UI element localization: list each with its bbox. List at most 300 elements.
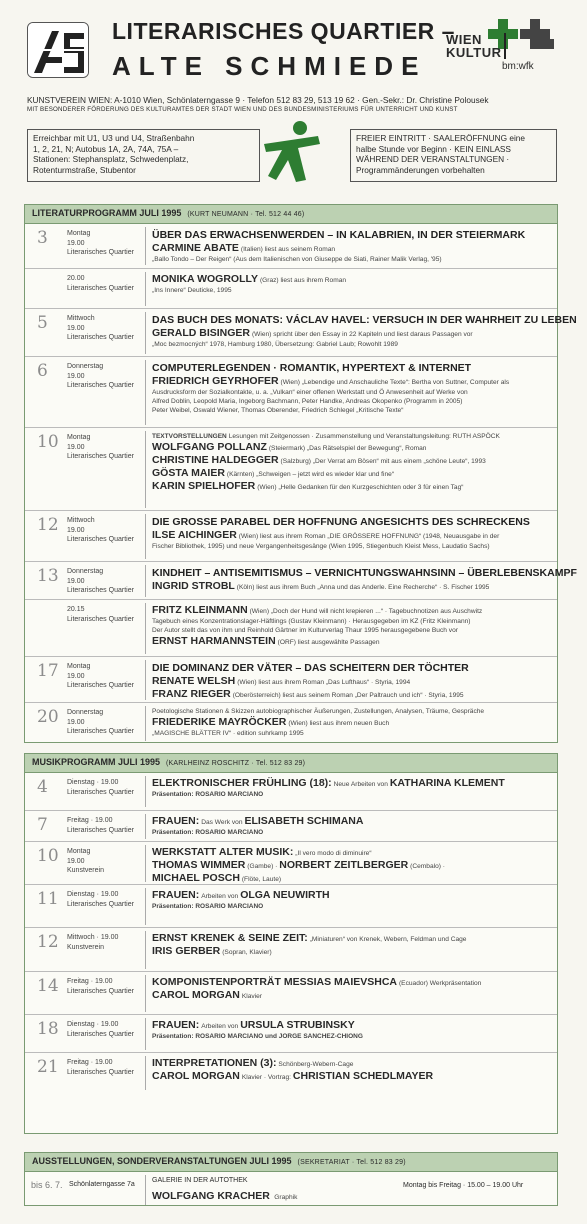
event-content (152, 815, 552, 837)
event-title: DIE DOMINANZ DER VÄTER – DAS SCHEITERN DER TÖCHTER (152, 662, 469, 674)
person-note: (Ecuador) Werkpräsentation (398, 980, 482, 987)
person-note: „Il vero modo di diminuire“ (295, 850, 372, 857)
event-time-place (67, 816, 153, 835)
transit-line: Rotenturmstraße, Stubentor (33, 164, 136, 175)
divider (145, 1056, 146, 1090)
section-title: LITERATURPROGRAMM JULI 1995 (32, 208, 182, 218)
transit-box (27, 129, 260, 182)
person-name: MONIKA WOGROLLY (152, 273, 258, 285)
event-content (152, 432, 552, 493)
person-name: IRIS GERBER (152, 945, 221, 957)
person-note: (Wien) spricht über den Essay in 22 Kapiteln und liest daraus Passagen vor (251, 331, 473, 338)
person-name: KOMPONISTENPORTRÄT MESSIAS MAIEVSHCA (152, 976, 398, 988)
sponsor-bm: bm:wfk (502, 61, 534, 72)
person-note: Schönberg-Webern-Cage (278, 1061, 354, 1068)
transit-line: Stationen: Stephansplatz, Schwedenplatz, (33, 154, 189, 164)
event-row (25, 884, 557, 927)
person-note: Klavier · Vortrag: (241, 1074, 291, 1081)
person-name: GERALD BISINGER (152, 327, 251, 339)
event-label: Präsentation: ROSARIO MARCIANO (152, 829, 264, 836)
event-time-line: Mittwoch (67, 315, 95, 322)
person-name: CARMINE ABATE (152, 242, 239, 254)
event-content (152, 361, 552, 415)
event-time-place (67, 933, 153, 952)
divider (145, 603, 146, 654)
event-line (152, 889, 552, 902)
person-name: ELISABETH SCHIMANA (244, 815, 364, 827)
person-name: KARIN SPIELHOFER (152, 480, 256, 492)
event-line (152, 846, 552, 859)
event-label: Präsentation: ROSARIO MARCIANO (152, 903, 264, 910)
event-detail: Alfred Doblin, Leopold Maria, Ingeborg Bachmann, Peter Handke, Andreas Okopenko (Programm in 2005) (152, 398, 463, 405)
event-row (25, 841, 557, 884)
event-time-line: 20.15 (67, 606, 85, 613)
event-time-line: Literarisches Quartier (67, 728, 134, 735)
event-title: KINDHEIT – ANTISEMITISMUS – VERNICHTUNGSWAHNSINN – ÜBERLEBENSKAMPF (152, 567, 577, 579)
event-time-place (67, 362, 153, 391)
event-detail: Ausdrucksform der Sozialkontakte, u. a. „Vulkan“ einer offenen Werkstatt und Ö Anwesenheit auf Werke von (152, 389, 468, 396)
sponsor-kultur: KULTUR (446, 45, 502, 60)
event-line (152, 406, 552, 415)
person-note: (Gambe) · (247, 863, 278, 870)
person-name: INTERPRETATIONEN (3): (152, 1057, 277, 1069)
divider (145, 1175, 146, 1205)
event-time-place (67, 516, 153, 545)
entry-info-box (350, 129, 557, 182)
event-time-line: Literarisches Quartier (67, 587, 134, 594)
person-name: FRAUEN: (152, 889, 200, 901)
event-line (152, 1032, 552, 1041)
event-line (152, 617, 552, 626)
event-time-line: Donnerstag (67, 709, 104, 716)
literatur-section (24, 204, 577, 743)
event-line (152, 976, 552, 989)
person-note: (ORF) liest ausgewählte Passagen (277, 639, 380, 646)
event-row (25, 224, 557, 268)
event-day-number: 10 (37, 846, 59, 866)
event-row (25, 356, 557, 427)
person-name: CHRISTINE HALDEGGER (152, 454, 279, 466)
event-time-line: Montag (67, 230, 91, 237)
event-time-line: Donnerstag (67, 568, 104, 575)
event-line (152, 273, 552, 286)
person-note: (Wien) „Doch der Hund will nicht krepieren ...“ · Tagebuchnotizen aus Auschwitz (249, 608, 483, 615)
person-name: FRITZ KLEINMANN (152, 604, 248, 616)
event-time-line: Dienstag · 19.00 (67, 779, 119, 786)
event-row (25, 1014, 557, 1052)
divider (145, 814, 146, 839)
person-note: (Köln) liest aus ihrem Buch „Anna und das Anderle. Eine Recherche“ · S. Fischer 1995 (236, 584, 490, 591)
event-time-line: Mittwoch (67, 517, 95, 524)
event-time-line: Literarisches Quartier (67, 682, 134, 689)
artist-name: WOLFGANG KRACHER (152, 1190, 270, 1202)
event-row (25, 561, 577, 599)
event-line (152, 467, 552, 480)
event-day-number: 10 (37, 432, 59, 452)
event-day-number: 17 (37, 661, 59, 681)
wien-kultur-logo (440, 19, 564, 81)
event-time-line: Mittwoch · 19.00 (67, 934, 119, 941)
event-line (152, 688, 552, 701)
person-name: FRAUEN: (152, 815, 200, 827)
event-time-line: Montag (67, 434, 91, 441)
event-line (152, 604, 552, 617)
person-name: OLGA NEUWIRTH (240, 889, 330, 901)
section-title: AUSSTELLUNGEN, SONDERVERANSTALTUNGEN JULI 1995 (32, 1156, 292, 1166)
person-name: NORBERT ZEITLBERGER (279, 859, 409, 871)
event-line (152, 388, 552, 397)
event-time-place (67, 778, 153, 797)
person-note: (Wien) „Lebendige und Anschauliche Texte“: Bertha von Suttner, Computer als (280, 379, 510, 386)
event-row (25, 773, 557, 810)
event-time-line: 19.00 (67, 324, 85, 332)
person-name: WOLFGANG POLLANZ (152, 441, 267, 453)
event-time-place (67, 1058, 153, 1077)
section-contact: (KARLHEINZ ROSCHITZ · Tel. 512 83 29) (166, 760, 306, 767)
section-heading (25, 754, 557, 773)
person-name: ERNST HARMANNSTEIN (152, 635, 276, 647)
person-name: ERNST KRENEK & SEINE ZEIT: (152, 932, 308, 944)
divider (145, 706, 146, 741)
event-date: bis 6. 7. (31, 1180, 63, 1190)
event-title: ÜBER DAS ERWACHSENWERDEN – IN KALABRIEN, IN DER STEIERMARK (152, 229, 526, 241)
event-time-place (67, 567, 153, 596)
event-detail: Der Autor stellt das von ihm und Reinhold Gärtner im Kulturverlag Thaur 1995 herausgegebene Buch vor (152, 627, 458, 634)
event-time-line: Freitag · 19.00 (67, 817, 113, 824)
event-line (152, 815, 552, 828)
person-note: (Wien) „Helle Gedanken für den Kurzgeschichten oder 3 für einen Tag“ (257, 484, 464, 491)
event-line (152, 255, 552, 264)
event-time-line: 19.00 (67, 526, 85, 534)
event-content (152, 313, 577, 349)
event-content (152, 846, 552, 885)
event-time-line: Literarisches Quartier (67, 1030, 134, 1038)
person-name: THOMAS WIMMER (152, 859, 246, 871)
event-time-line: Literarisches Quartier (67, 382, 134, 389)
person-note: (Oberösterreich) liest aus seinem Roman „Der Paltrauch und ich“ · Styria, 1995 (232, 692, 464, 699)
event-time-line: Literarisches Quartier (67, 615, 134, 623)
event-title: COMPUTERLEGENDEN · ROMANTIK, HYPERTEXT & INTERNET (152, 362, 472, 374)
event-time-line: Literarisches Quartier (67, 1068, 134, 1076)
divider (145, 888, 146, 925)
event-time-place (67, 433, 153, 462)
event-label: TEXTVORSTELLUNGEN (152, 433, 227, 440)
event-detail: „Ins Innere“ Deuticke, 1995 (152, 287, 232, 294)
entry-line: WÄHREND DER VERANSTALTUNGEN · (356, 154, 510, 164)
ausstellungen-section (24, 1152, 558, 1206)
person-note: (Wien) liest aus ihrem Roman „DIE GRÖSSERE HOFFNUNG“ (1948, Neuausgabe in der (238, 533, 500, 540)
event-line (152, 729, 552, 738)
event-line (152, 441, 552, 454)
event-time-line: 19.00 (67, 577, 85, 585)
event-line (152, 529, 552, 542)
event-time-line: Literarisches Quartier (67, 334, 134, 341)
event-line (152, 340, 552, 349)
funding-line: MIT BESONDERER FÖRDERUNG DES KULTURAMTES DER STADT WIEN UND DES BUNDESMINISTERIUMS FÜR UNTERRICHT UND KUNST (27, 106, 458, 113)
event-time-place (67, 890, 153, 909)
event-label: Präsentation: ROSARIO MARCIANO (152, 791, 264, 798)
event-time-line: 19.00 (67, 718, 85, 726)
event-time-place (67, 847, 153, 876)
event-place: Schönlaterngasse 7a (69, 1181, 135, 1188)
person-name: ELEKTRONISCHER FRÜHLING (18): (152, 777, 332, 789)
event-line (152, 542, 552, 551)
musik-section (24, 753, 558, 1134)
person-note: (Italien) liest aus seinem Roman (240, 246, 336, 253)
runner-figure-icon (256, 118, 328, 190)
person-name: FRANZ RIEGER (152, 688, 231, 700)
event-row (25, 927, 557, 971)
event-line (152, 454, 552, 467)
event-line (152, 580, 552, 593)
event-time-line: Kunstverein (67, 867, 104, 874)
event-time-place (67, 229, 153, 258)
person-note: (Graz) liest aus ihrem Roman (259, 277, 347, 284)
event-content (152, 1019, 552, 1041)
event-detail: Fischer Bibliothek, 1995) und neue Vergangenheitsgesänge (Wien 1995, Stiegenbuch Kleist Mess, Laudatio Sachs) (152, 543, 490, 550)
divider (145, 312, 146, 354)
artist-kind: Graphik (274, 1194, 298, 1201)
event-line (152, 932, 552, 945)
event-line (152, 790, 552, 799)
event-time-line: Dienstag · 19.00 (67, 891, 119, 898)
event-time-line: Kunstverein (67, 943, 104, 951)
event-time-place (67, 708, 153, 737)
event-detail: „Moc bezmocných“ 1978, Hamburg 1980, Übersetzung: Gabriel Laub; Rowohlt 1989 (152, 341, 398, 348)
divider (145, 565, 146, 597)
event-time-line: Montag (67, 663, 91, 670)
event-day-number: 5 (37, 313, 48, 333)
event-row (25, 656, 557, 702)
person-name: INGRID STROBL (152, 580, 235, 592)
event-line (152, 635, 552, 648)
event-time-line: 19.00 (67, 239, 85, 247)
divider (145, 776, 146, 807)
event-content (152, 273, 552, 295)
event-line (152, 626, 552, 635)
event-line (152, 675, 552, 688)
person-name: KATHARINA KLEMENT (389, 777, 505, 789)
person-name: CAROL MORGAN (152, 1070, 240, 1082)
event-line (152, 1057, 552, 1070)
event-detail: Peter Weibel, Oswald Wiener, Thomas Oberender, Friedrich Schlegel „Kritische Texte“ (152, 407, 404, 414)
person-name: FRIEDRICH GEYRHOFER (152, 375, 279, 387)
event-day-number: 18 (37, 1019, 59, 1039)
event-day-number: 12 (37, 515, 59, 535)
event-line (152, 859, 552, 872)
event-content (152, 661, 552, 701)
event-row (25, 510, 557, 561)
event-detail: „Ballo Tondo – Der Reigen“ (Aus dem Italienischen von Giuseppe de Siati, Rainer Malik Verlag, '95) (152, 256, 442, 263)
event-row (25, 268, 557, 308)
person-name: FRAUEN: (152, 1019, 200, 1031)
event-line (152, 777, 552, 790)
event-row (25, 599, 557, 656)
person-note: (Steiermark) „Das Rätselspiel der Bewegung“, Roman (268, 445, 427, 452)
person-note: (Sopran, Klavier) (222, 949, 272, 956)
title-line-1: LITERARISCHES QUARTIER – (112, 18, 455, 44)
event-line (152, 397, 552, 406)
person-note: (Cembalo) · (410, 863, 445, 870)
event-time-line: 20.00 (67, 275, 85, 282)
event-day-number: 21 (37, 1057, 59, 1077)
person-note: Klavier (241, 993, 262, 1000)
section-contact: (KURT NEUMANN · Tel. 512 44 46) (187, 211, 305, 218)
event-content (152, 566, 577, 593)
event-line (152, 716, 552, 729)
entry-line: Programmänderungen vorbehalten (356, 164, 485, 175)
event-content (152, 604, 552, 648)
event-content (152, 777, 552, 799)
sponsor-wien: WIEN (446, 32, 482, 47)
divider (145, 1018, 146, 1050)
person-note: Arbeiten von (201, 893, 239, 900)
event-row (25, 702, 557, 743)
event-time-line: Literarisches Quartier (67, 987, 134, 995)
divider (145, 660, 146, 700)
person-name: GÖSTA MAIER (152, 467, 225, 479)
event-title: DIE GROSSE PARABEL DER HOFFNUNG ANGESICHTS DES SCHRECKENS (152, 516, 530, 528)
event-time-line: Literarisches Quartier (67, 453, 134, 460)
event-detail: Lesungen mit Zeitgenossen · Zusammenstellung und Veranstaltungsleitung: RUTH ASPÖCK (228, 433, 500, 440)
event-content (152, 889, 552, 911)
event-time-line: Donnerstag (67, 363, 104, 370)
event-line (152, 707, 552, 716)
event-content (152, 976, 552, 1002)
event-line (152, 902, 552, 911)
person-name: CAROL MORGAN (152, 989, 240, 1001)
event-time-line: Literarisches Quartier (67, 249, 134, 256)
event-day-number: 12 (37, 932, 59, 952)
transit-line: Erreichbar mit U1, U3 und U4, Straßenbahn (33, 133, 195, 143)
divider (145, 975, 146, 1012)
event-row (25, 427, 557, 510)
section-title: MUSIKPROGRAMM JULI 1995 (32, 757, 161, 767)
person-note: (Wien) liest aus ihrem Roman „Das Lufthaus“ · Styria, 1994 (237, 679, 411, 686)
event-time-place (67, 274, 153, 293)
event-line (152, 327, 552, 340)
event-line (152, 989, 552, 1002)
person-note: (Flöte, Laute) (241, 876, 282, 883)
person-name: ILSE AICHINGER (152, 529, 237, 541)
event-day-number: 6 (37, 361, 48, 381)
person-note: (Salzburg) „Der Verrat am Bösen“ mit aus einem „schöne Leute“, 1993 (280, 458, 486, 465)
person-name: WERKSTATT ALTER MUSIK: (152, 846, 294, 858)
event-time-line: 19.00 (67, 857, 85, 865)
event-time-line: 19.00 (67, 372, 85, 380)
event-day-number: 4 (37, 777, 48, 797)
event-content (152, 707, 552, 738)
event-title: DAS BUCH DES MONATS: VÁCLAV HAVEL: VERSUCH IN DER WAHRHEIT ZU LEBEN (152, 314, 577, 326)
event-time-line: Dienstag · 19.00 (67, 1021, 119, 1028)
address-line: KUNSTVEREIN WIEN: A-1010 Wien, Schönlaterngasse 9 · Telefon 512 83 29, 513 19 62 · Gen.-Sekr.: Dr. Christine Polousek (27, 95, 489, 105)
event-time-line: Montag (67, 848, 91, 855)
event-day-number: 11 (37, 889, 59, 909)
gallery-label: GALERIE IN DER AUTOTHEK (152, 1177, 248, 1184)
event-line (152, 286, 552, 295)
person-name: FRIEDERIKE MAYRÖCKER (152, 716, 287, 728)
divider (145, 845, 146, 882)
event-line (152, 1019, 552, 1032)
event-row (25, 971, 557, 1014)
as-logo-icon (28, 23, 89, 78)
person-note: (Kärnten) „Schweigen – jetzt wird es wieder klar und fine“ (226, 471, 394, 478)
event-content (152, 228, 552, 264)
divider (145, 272, 146, 306)
person-name: RENATE WELSH (152, 675, 236, 687)
title-line-2: ALTE SCHMIEDE (112, 51, 427, 81)
event-line (152, 432, 552, 441)
event-row (25, 308, 577, 356)
person-note: „Miniaturen“ von Krenek, Webern, Feldman und Cage (309, 936, 467, 943)
event-line (152, 480, 552, 493)
event-content (152, 932, 552, 958)
event-line (152, 1070, 552, 1083)
opening-hours: Montag bis Freitag · 15.00 – 19.00 Uhr (403, 1182, 524, 1189)
event-day-number: 3 (37, 228, 48, 248)
person-name: URSULA STRUBINSKY (240, 1019, 355, 1031)
event-time-line: Literarisches Quartier (67, 284, 134, 292)
event-day-number: 20 (37, 707, 59, 727)
divider (145, 227, 146, 265)
event-row (25, 1052, 557, 1092)
event-content (152, 515, 552, 551)
event-day-number: 7 (37, 815, 48, 835)
divider (145, 931, 146, 969)
entry-line: FREIER EINTRITT · SAALERÖFFNUNG eine (356, 133, 526, 143)
entry-line: halbe Stunde vor Beginn · KEIN EINLASS (356, 143, 511, 154)
event-time-line: Freitag · 19.00 (67, 1059, 113, 1066)
event-time-line: 19.00 (67, 672, 85, 680)
event-time-line: Literarisches Quartier (67, 788, 134, 796)
event-day-number: 14 (37, 976, 59, 996)
section-contact: (SEKRETARIAT · Tel. 512 83 29) (297, 1159, 406, 1166)
event-time-place (67, 977, 153, 996)
person-note: Das Werk von (201, 819, 243, 826)
event-time-line: 19.00 (67, 443, 85, 451)
event-line (152, 828, 552, 837)
event-detail: Poetologische Stationen & Skizzen autobiographischer Äußerungen, Zustellungen, Analysen, Träume, Gespräche (152, 708, 485, 715)
event-time-place (67, 662, 153, 691)
event-line (152, 945, 552, 958)
event-detail: Tagebuch eines Konzentrationslager-Häftlings (Gustav Kleinmann) · Herausgegeben im KZ (Fritz Kleinmann) (152, 618, 471, 625)
event-time-place (67, 1020, 153, 1039)
section-heading (25, 205, 557, 224)
event-time-place (67, 605, 153, 624)
divider (145, 514, 146, 559)
person-name: MICHAEL POSCH (152, 872, 240, 884)
event-line (152, 375, 552, 388)
event-detail: „MAGISCHE BLÄTTER IV“ · edition suhrkamp 1995 (152, 730, 304, 737)
alte-schmiede-logo (27, 22, 89, 78)
transit-line: 1, 2, 21, N; Autobus 1A, 2A, 74A, 75A – (33, 143, 179, 154)
person-note: Neue Arbeiten von (333, 781, 388, 788)
section-heading (25, 1153, 557, 1172)
event-line (152, 242, 552, 255)
person-note: Arbeiten von (201, 1023, 239, 1030)
divider (145, 360, 146, 425)
event-row (25, 810, 557, 841)
event-time-line: Literarisches Quartier (67, 900, 134, 908)
event-day-number: 13 (37, 566, 59, 586)
person-name: CHRISTIAN SCHEDLMAYER (292, 1070, 434, 1082)
header (0, 0, 587, 200)
divider (145, 431, 146, 508)
event-content (152, 1057, 552, 1083)
person-note: (Wien) liest aus ihrem neuen Buch (288, 720, 390, 727)
event-time-line: Literarisches Quartier (67, 536, 134, 543)
event-time-place (67, 314, 153, 343)
